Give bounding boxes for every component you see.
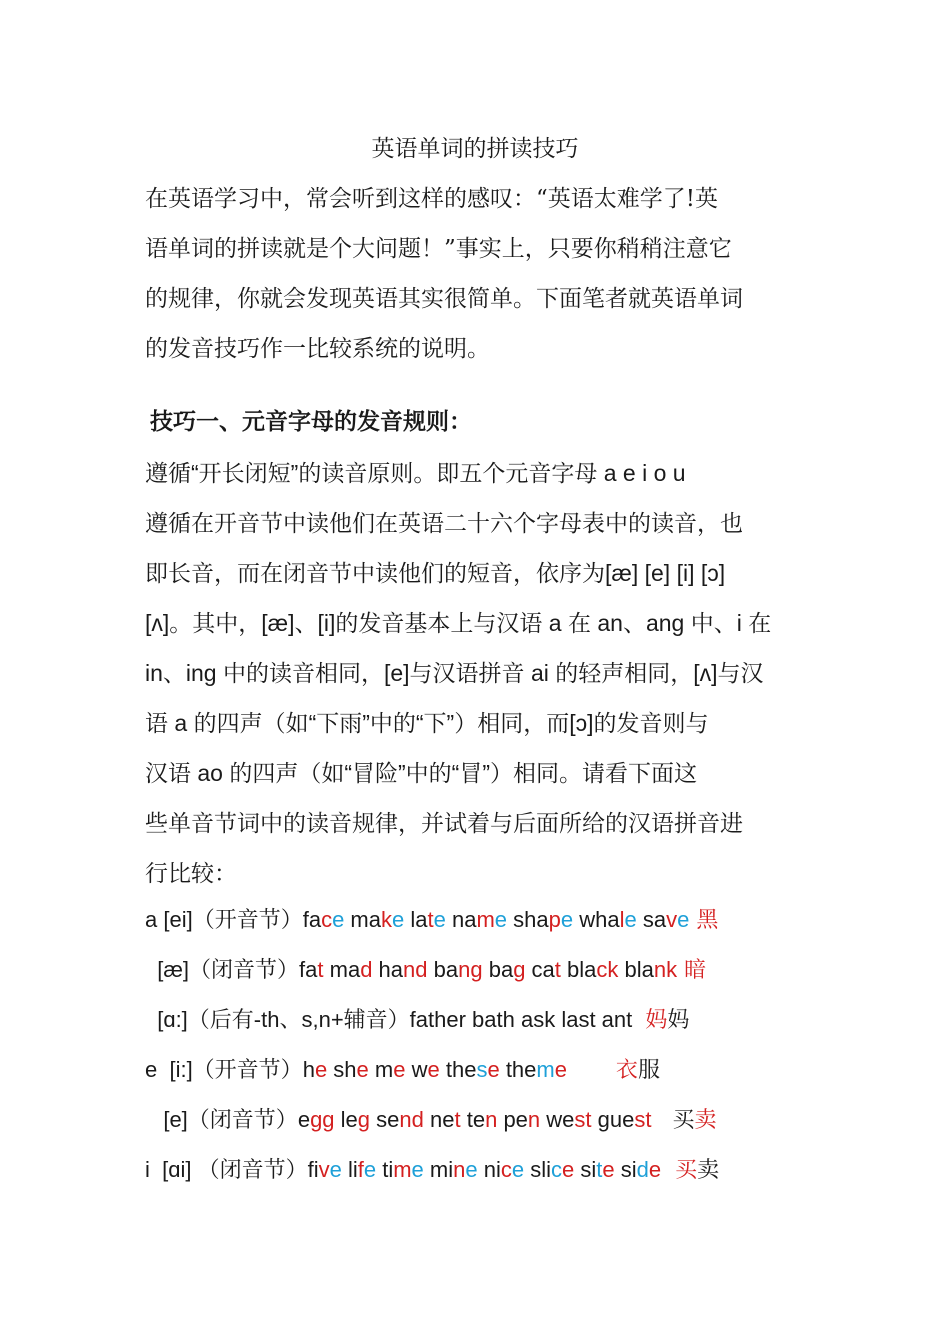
example-note: 卖 — [697, 1158, 720, 1183]
example-word-segment: ne — [423, 1107, 455, 1132]
example-word-segment: mi — [423, 1157, 454, 1182]
example-word-segment: ck — [596, 957, 619, 982]
example-prefix: a [ei]（开音节） — [145, 907, 303, 932]
example-word-segment: fi — [307, 1157, 319, 1182]
example-word-segment: w — [405, 1057, 428, 1082]
example-word-segment: le — [334, 1107, 358, 1132]
example-note: 服 — [637, 1058, 660, 1083]
example-note: 衣 — [566, 1058, 638, 1083]
example-word-segment: m — [536, 1057, 555, 1082]
example-word-segment: father bath ask last ant — [409, 1007, 639, 1032]
example-word-segment: e — [314, 1057, 328, 1082]
example-word-segment: g — [357, 1107, 371, 1132]
example-word-segment: t — [596, 1157, 603, 1182]
rule-line: 语 a 的四声（如“下雨”中的“下”）相同，而[ɔ]的发音则与 — [145, 710, 709, 736]
example-word-segment: gue — [591, 1107, 635, 1132]
example-word-segment: e — [297, 1107, 311, 1132]
example-word-segment: v — [318, 1157, 330, 1182]
example-word-segment: e — [427, 1057, 440, 1082]
example-prefix: e [i:]（开音节） — [145, 1057, 303, 1082]
example-word-segment: na — [445, 907, 477, 932]
example-word-segment: the — [499, 1057, 537, 1082]
example-word-segment: k — [381, 907, 392, 932]
example-word-segment: t — [454, 1107, 461, 1132]
example-word-segment: t — [317, 957, 324, 982]
example-word-segment: e — [562, 1157, 575, 1182]
example-word-segment: t — [427, 907, 434, 932]
example-word-segment: e — [494, 907, 508, 932]
example-word-segment: l — [619, 907, 625, 932]
example-prefix: i [ɑi] （闭音节） — [145, 1157, 308, 1182]
example-word-segment: ba — [482, 957, 514, 982]
example-word-segment: d — [360, 957, 373, 982]
rule-line: 些单音节词中的读音规律，并试着与后面所给的汉语拼音进 — [145, 810, 743, 836]
example-prefix: [e]（闭音节） — [145, 1107, 298, 1132]
example-word-segment: si — [614, 1157, 637, 1182]
example-word-segment: e — [624, 907, 637, 932]
example-prefix: [ɑ:]（后有-th、s,n+辅音） — [145, 1007, 410, 1032]
example-word-segment: m — [476, 907, 495, 932]
example-word-segment: bla — [618, 957, 654, 982]
example-word-segment: ng — [458, 957, 483, 982]
example-word-segment: pe — [497, 1107, 528, 1132]
rule-line: 即长音，而在闭音节中读他们的短音，依序为[æ] [e] [i] [ɔ] — [145, 560, 726, 586]
example-word-segment: ca — [525, 957, 555, 982]
example-word-segment: ti — [376, 1157, 394, 1182]
example-word-segment: p — [548, 907, 561, 932]
example-note: 买 — [651, 1108, 695, 1133]
example-word-segment: e — [602, 1157, 615, 1182]
example-word-segment: sh — [327, 1057, 357, 1082]
example-word-segment: e — [392, 907, 405, 932]
rule-line: [ʌ]。其中，[æ]、[i]的发音基本上与汉语 a 在 an、ang 中、i 在 — [145, 610, 772, 636]
example-word-segment: ba — [427, 957, 459, 982]
example-word-segment: v — [666, 907, 678, 932]
example-word-segment: fa — [299, 957, 318, 982]
example-word-segment: la — [404, 907, 428, 932]
example-note: 妈 — [667, 1008, 690, 1033]
intro-line: 在英语学习中，常会听到这样的感叹：“英语太难学了!英 — [145, 186, 719, 212]
example-word-segment: n — [527, 1107, 541, 1132]
example-word-segment: nk — [653, 957, 678, 982]
example-word-segment: n — [485, 1107, 498, 1132]
rule-line: 汉语 ao 的四声（如“冒险”中的“冒”）相同。请看下面这 — [145, 760, 697, 786]
example-word-segment: s — [476, 1057, 488, 1082]
example-note: 黑 — [689, 908, 719, 933]
example-word-segment: te — [460, 1107, 486, 1132]
example-word-segment: the — [439, 1057, 477, 1082]
example-word-segment: e — [487, 1057, 500, 1082]
example-word-segment: e — [465, 1157, 478, 1182]
example-word-segment: li — [341, 1157, 358, 1182]
example-word-segment: gg — [310, 1107, 335, 1132]
example-word-segment: c — [321, 907, 333, 932]
example-word-segment: e — [433, 907, 446, 932]
example-note: 卖 — [694, 1108, 717, 1133]
example-word-segment: ha — [372, 957, 404, 982]
example-word-segment: m — [368, 1057, 394, 1082]
intro-line: 的规律，你就会发现英语其实很简单。下面笔者就英语单词 — [145, 286, 743, 312]
example-note: 买 — [661, 1158, 698, 1183]
example-note: 妈 — [638, 1008, 668, 1033]
example-word-segment: g — [513, 957, 526, 982]
example-line — [145, 900, 845, 941]
example-word-segment: c — [500, 1157, 512, 1182]
rule-line: 行比较： — [145, 860, 237, 886]
example-word-segment: st — [634, 1107, 652, 1132]
example-word-segment: nd — [399, 1107, 424, 1132]
example-word-segment: m — [393, 1157, 412, 1182]
rule-paragraph — [145, 448, 810, 898]
example-word-segment: e — [393, 1057, 406, 1082]
example-word-segment: e — [511, 1157, 525, 1182]
example-word-segment: sli — [524, 1157, 552, 1182]
example-word-segment: e — [329, 1157, 342, 1182]
section-heading: 技巧一、元音字母的发音规则： — [150, 408, 472, 435]
example-word-segment: e — [356, 1057, 369, 1082]
example-word-segment: si — [574, 1157, 597, 1182]
example-word-segment: sa — [636, 907, 667, 932]
example-note: 暗 — [677, 958, 707, 983]
example-word-segment: we — [540, 1107, 575, 1132]
example-word-segment: ma — [344, 907, 381, 932]
example-word-segment: st — [574, 1107, 592, 1132]
example-line — [145, 1000, 845, 1041]
intro-line: 语单词的拼读就是个大问题！”事实上，只要你稍稍注意它 — [145, 236, 732, 262]
example-word-segment: f — [357, 1157, 364, 1182]
example-word-segment: n — [453, 1157, 466, 1182]
example-word-segment: e — [677, 907, 690, 932]
example-line — [145, 1100, 845, 1141]
example-word-segment: e — [648, 1157, 662, 1182]
example-word-segment: ni — [477, 1157, 501, 1182]
example-line — [145, 950, 845, 991]
example-line — [145, 1150, 845, 1191]
intro-line: 的发音技巧作一比较系统的说明。 — [145, 336, 490, 362]
example-word-segment: bla — [560, 957, 597, 982]
example-word-segment: sha — [507, 907, 549, 932]
rule-line: 遵循在开音节中读他们在英语二十六个字母表中的读音，也 — [145, 510, 743, 536]
example-word-segment: e — [363, 1157, 377, 1182]
example-word-segment: e — [332, 907, 345, 932]
example-line — [145, 1050, 845, 1091]
intro-paragraph — [145, 174, 810, 374]
example-word-segment: fa — [302, 907, 322, 932]
document-title: 英语单词的拼读技巧 — [371, 136, 579, 162]
rule-line: 遵循“开长闭短”的读音原则。即五个元音字母 a e i o u — [145, 460, 686, 486]
example-word-segment: e — [411, 1157, 424, 1182]
example-word-segment: e — [560, 907, 574, 932]
example-word-segment: t — [554, 957, 561, 982]
example-word-segment: d — [636, 1157, 649, 1182]
example-word-segment: se — [370, 1107, 400, 1132]
example-prefix: [æ]（闭音节） — [145, 957, 300, 982]
example-word-segment: h — [302, 1057, 315, 1082]
example-word-segment: c — [551, 1157, 563, 1182]
example-word-segment: e — [554, 1057, 567, 1082]
example-word-segment: wha — [573, 907, 620, 932]
rule-line: in、ing 中的读音相同，[e]与汉语拼音 ai 的轻声相同，[ʌ]与汉 — [145, 660, 764, 686]
example-word-segment: nd — [403, 957, 428, 982]
example-word-segment: ma — [323, 957, 361, 982]
